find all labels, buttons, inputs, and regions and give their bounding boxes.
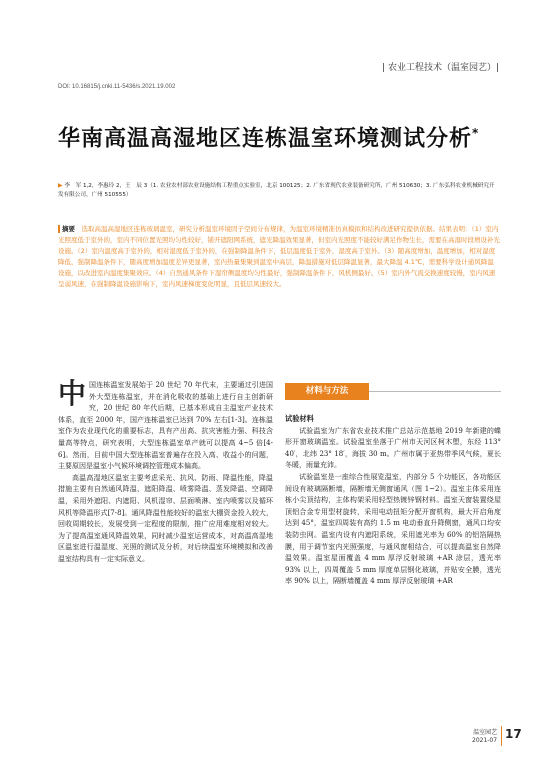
right-column (285, 413, 501, 588)
abstract (58, 224, 500, 290)
subsection-heading: 试验材料 (285, 414, 314, 423)
title-text: 华南高温高湿地区连栋温室环境测试分析 (58, 126, 473, 152)
title-footnote-mark: * (472, 126, 480, 140)
arrow-icon: ▶ (58, 182, 63, 189)
abstract-text: 选取高温高湿地区连栋玻璃温室，研究分析温室环境因子空间分布规律，为温室环境精准仿真模拟和结构改进研究提供依据。结果表明：（1）室内光照度低于室外的，室内不同位置光照均匀性较好，铺开遮阳网系统，遮光降温效果显著，但室内光照度不能较好满足作物生长，需要在高湿时段增设补光设施。（2）室内温度高于室外的，相对湿度低于室外的，在强制降温条件下，低层温度低于室外，湿度高于室外。（3）随高度增加，温度增加，相对湿度降低，强制降温条件下，随高度增加温度差异更显著，室内热量集聚到温室中高层，降温措施对低层降温显著，最大降温 4.1℃，需要科学设计通风降温设施，以改进室内温度集聚效应。（4）自然通风条件下湿帘侧温度均匀性最好，强制降温条件下，风机侧最好。（5）室内外气流交换速度较慢，室内风速呈弱风速，在强制降温设施影响下，室内风速梯度变化明显，且低层风速较大。 (58, 225, 500, 288)
intro-paragraph-2: 高温高湿地区温室主要考虑采光、抗风、防雨、降温性能，降温措施主要有自然通风降温、遮阳降温、喷雾降温、蒸发降温、空调降温，采用外遮阳、内遮阳、风机湿帘、层面喷淋、室内喷雾以及循环风机等降温形式[7-8]。通风降温性能较好的温室大棚资金投入较大，回收周期较长，发展受到一定程度的限制，推广应用难度相对较大。为了提高温室通风降温效果，同时减少温室运营成本，对高温高湿地区温室进行温湿度、光照的测试及分析，对后续温室环境模拟和改善温室结构具有一定实际意义。 (58, 473, 273, 563)
journal-header: | 农业工程技术（温室园艺）| (382, 63, 499, 73)
footer-journal (472, 729, 497, 745)
materials-paragraph-2: 试验温室是一座综合性展览温室，内部分 5 个功能区，各功能区间设有玻璃隔断墙，隔断墙无侧窗通风（图 1~2）。温室主体采用连栋小尖顶结构，主体构架采用轻型热镀锌钢材料。温室天窗装置绕屋顶铝合金专用型材旋转，采用电动扭矩分配开窗机构，最大开启角度达到 45°，温室四周装有高约 1.5 m 电动垂直升降侧窗，通风口均安装防虫网。温室内设有内遮阳系统，采用遮光率为 60% 的铝箔隔热膜，用于调节室内光照强度，与通风窗相结合，可以提高温室自然降温效果。温室屋面覆盖 4 mm 厚浮反射玻璃 +AR 涂层，透光率 93% 以上，四周覆盖 5 mm 厚度单层钢化玻璃，并贴安全膜，透光率 90% 以上，隔断墙覆盖 4 mm 厚浮反射玻璃 +AR (285, 472, 501, 586)
materials-paragraph-1: 试验温室为广东省农业技术推广总站示范基地 2019 年新建的蝶形开窗玻璃温室。试验温室坐落于广州市天河区柯木塱，东经 113° 40′，北纬 23° 18′，海拔 30 m。广州市属于亚热带季风气候，夏长冬暖，雨量充沛。 (285, 426, 501, 470)
drop-cap: 中 (58, 377, 87, 410)
footer-journal-name: 温室园艺 (473, 729, 498, 736)
section-divider (369, 391, 501, 392)
authors-text: 李 军 1,2，李惠玲 2，王 辰 3（1. 农业农村部农业设施结构工程重点实验室，北京 100125；2. 广东省现代农业装备研究所，广州 510630；3. 广东弘科农业机械研究开发有限公司，广州 510555） (58, 183, 495, 198)
abstract-tag: 摘要 (58, 225, 75, 233)
intro-paragraph-1: 国连栋温室发展始于 20 世纪 70 年代末，主要通过引进国外大型连栋温室，并在消化吸收的基础上进行自主创新研究，20 世纪 80 年代后期，已基本形成自主温室产业技术体系，直至 2000 年，国产连栋温室已达到 70% 左右[1-3]。连栋温室作为农业现代化的重要标志，具有产出高、抗灾害能力强、科技含量高等特点，研究表明，大型连栋温室单产就可以提高 4~5 倍[4-6]。然而，目前中国大型连栋温室普遍存在投入高、收益小的问题，主要原因是温室小气候环境调控管理成本偏高。 (58, 381, 273, 471)
author-affiliations (58, 181, 498, 200)
article-title (58, 118, 488, 154)
section-title-badge: 材料与方法 (285, 383, 369, 400)
page-number: 17 (505, 727, 522, 741)
footer-divider (501, 726, 502, 746)
left-column (58, 377, 273, 566)
doi: DOI: 10.16815/j.cnki.11-5436/s.2021.19.002 (58, 84, 176, 90)
footer-issue: 2021-07 (472, 737, 498, 744)
